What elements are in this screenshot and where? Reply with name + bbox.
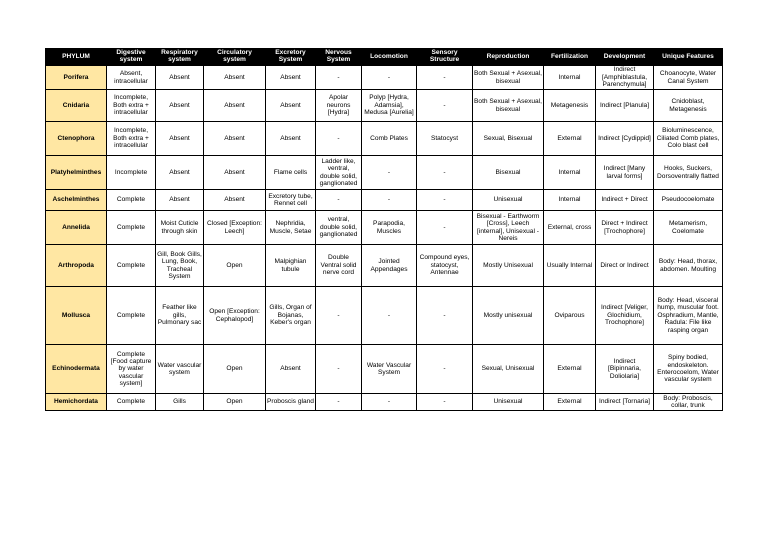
header-phylum: PHYLUM [46, 49, 107, 66]
cell-fertilization: Metagenesis [544, 90, 596, 122]
phylum-name: Platyhelminthes [46, 156, 107, 190]
cell-development: Indirect [Cydippid] [596, 122, 654, 156]
table-body [46, 66, 723, 411]
cell-digestive: Absent, intracellular [107, 66, 156, 90]
phylum-name: Aschelminthes [46, 190, 107, 211]
cell-respiratory: Feather like gills, Pulmonary sac [156, 287, 204, 345]
cell-unique-features: Body: Head, visceral hump, muscular foot. Osphradium, Mantle, Radula: File like rasping organ [654, 287, 723, 345]
cell-fertilization: External, cross [544, 211, 596, 245]
table-row [46, 345, 723, 394]
cell-sensory: - [417, 394, 473, 411]
cell-digestive: Complete [107, 287, 156, 345]
phylum-name: Annelida [46, 211, 107, 245]
cell-digestive: Complete [107, 245, 156, 287]
header-nervous: Nervous System [316, 49, 362, 66]
cell-respiratory: Water vascular system [156, 345, 204, 394]
cell-circulatory: Open [204, 345, 266, 394]
cell-excretory: Malpighian tubule [266, 245, 316, 287]
cell-respiratory: Moist Cuticle through skin [156, 211, 204, 245]
header-fertilization: Fertilization [544, 49, 596, 66]
cell-development: Direct + Indirect [Trochophore] [596, 211, 654, 245]
cell-locomotion: Jointed Appendages [362, 245, 417, 287]
cell-fertilization: Internal [544, 66, 596, 90]
cell-respiratory: Absent [156, 190, 204, 211]
cell-fertilization: External [544, 345, 596, 394]
header-excretory: Excretory System [266, 49, 316, 66]
cell-nervous: - [316, 287, 362, 345]
phylum-name: Mollusca [46, 287, 107, 345]
cell-excretory: Gills, Organ of Bojanas, Keber's organ [266, 287, 316, 345]
cell-nervous: - [316, 190, 362, 211]
cell-reproduction: Bisexual [473, 156, 544, 190]
cell-fertilization: Oviparous [544, 287, 596, 345]
table-row [46, 190, 723, 211]
cell-respiratory: Absent [156, 66, 204, 90]
cell-unique-features: Bioluminescence, Ciliated Comb plates, Colo blast cell [654, 122, 723, 156]
cell-excretory: Flame cells [266, 156, 316, 190]
cell-circulatory: Open [204, 245, 266, 287]
cell-circulatory: Closed [Exception: Leech] [204, 211, 266, 245]
cell-digestive: Complete [107, 394, 156, 411]
cell-respiratory: Absent [156, 156, 204, 190]
table-row [46, 122, 723, 156]
cell-development: Indirect [Amphiblastula, Parenchymula] [596, 66, 654, 90]
cell-development: Indirect [Planula] [596, 90, 654, 122]
table-row [46, 66, 723, 90]
cell-development: Indirect [Bipinnaria, Doliolaria] [596, 345, 654, 394]
table-row [46, 394, 723, 411]
cell-unique-features: Pseudocoelomate [654, 190, 723, 211]
cell-unique-features: Cnidoblast, Metagenesis [654, 90, 723, 122]
cell-nervous: Apolar neurons [Hydra] [316, 90, 362, 122]
cell-unique-features: Metamerism, Coelomate [654, 211, 723, 245]
cell-unique-features: Body: Proboscis, collar, trunk [654, 394, 723, 411]
cell-locomotion: - [362, 66, 417, 90]
cell-fertilization: External [544, 394, 596, 411]
phylum-name: Echinodermata [46, 345, 107, 394]
header-development: Development [596, 49, 654, 66]
phylum-name: Ctenophora [46, 122, 107, 156]
cell-nervous: Ladder like, ventral, double solid, ganglionated [316, 156, 362, 190]
cell-fertilization: Internal [544, 156, 596, 190]
phylum-name: Porifera [46, 66, 107, 90]
cell-sensory: - [417, 66, 473, 90]
cell-sensory: - [417, 90, 473, 122]
cell-unique-features: Choanocyte, Water Canal System [654, 66, 723, 90]
cell-excretory: Absent [266, 66, 316, 90]
phylum-name: Cnidaria [46, 90, 107, 122]
cell-nervous: - [316, 345, 362, 394]
cell-circulatory: Absent [204, 190, 266, 211]
cell-digestive: Incomplete [107, 156, 156, 190]
cell-reproduction: Unisexual [473, 394, 544, 411]
cell-circulatory: Absent [204, 156, 266, 190]
cell-locomotion: Comb Plates [362, 122, 417, 156]
cell-circulatory: Absent [204, 66, 266, 90]
cell-unique-features: Body: Head, thorax, abdomen. Moulting [654, 245, 723, 287]
cell-sensory: - [417, 345, 473, 394]
table-row [46, 287, 723, 345]
cell-digestive: Complete [Food capture by water vascular system] [107, 345, 156, 394]
cell-sensory: - [417, 211, 473, 245]
cell-locomotion: - [362, 156, 417, 190]
cell-reproduction: Unisexual [473, 190, 544, 211]
cell-reproduction: Both Sexual + Asexual, bisexual [473, 66, 544, 90]
cell-nervous: - [316, 66, 362, 90]
cell-reproduction: Sexual, Bisexual [473, 122, 544, 156]
cell-reproduction: Mostly Unisexual [473, 245, 544, 287]
header-circulatory: Circulatory system [204, 49, 266, 66]
cell-digestive: Incomplete, Both extra + intracellular [107, 90, 156, 122]
cell-reproduction: Both Sexual + Asexual, bisexual [473, 90, 544, 122]
table-row [46, 245, 723, 287]
cell-development: Indirect [Veliger, Glochidium, Trochophore] [596, 287, 654, 345]
header-reproduction: Reproduction [473, 49, 544, 66]
phylum-name: Hemichordata [46, 394, 107, 411]
cell-respiratory: Gills [156, 394, 204, 411]
cell-sensory: - [417, 156, 473, 190]
cell-respiratory: Absent [156, 90, 204, 122]
cell-fertilization: External [544, 122, 596, 156]
phylum-comparison-table [45, 48, 723, 411]
phylum-name: Arthropoda [46, 245, 107, 287]
cell-sensory: Statocyst [417, 122, 473, 156]
cell-nervous: - [316, 394, 362, 411]
cell-sensory: Compound eyes, statocyst, Antennae [417, 245, 473, 287]
cell-circulatory: Open [Exception: Cephalopod] [204, 287, 266, 345]
table-row [46, 211, 723, 245]
cell-sensory: - [417, 287, 473, 345]
header-sensory: Sensory Structure [417, 49, 473, 66]
cell-locomotion: Parapodia, Muscles [362, 211, 417, 245]
cell-digestive: Incomplete, Both extra + intracellular [107, 122, 156, 156]
cell-excretory: Absent [266, 90, 316, 122]
cell-circulatory: Absent [204, 90, 266, 122]
cell-reproduction: Sexual, Unisexual [473, 345, 544, 394]
cell-development: Indirect + Direct [596, 190, 654, 211]
cell-development: Indirect [Many larval forms] [596, 156, 654, 190]
cell-locomotion: - [362, 190, 417, 211]
cell-nervous: ventral, double solid, ganglionated [316, 211, 362, 245]
header-locomotion: Locomotion [362, 49, 417, 66]
header-respiratory: Respiratory system [156, 49, 204, 66]
cell-nervous: - [316, 122, 362, 156]
cell-locomotion: - [362, 394, 417, 411]
cell-excretory: Proboscis gland [266, 394, 316, 411]
cell-fertilization: Usually Internal [544, 245, 596, 287]
header-digestive: Digestive system [107, 49, 156, 66]
cell-locomotion: Water Vascular System [362, 345, 417, 394]
cell-digestive: Complete [107, 211, 156, 245]
header-unique-features: Unique Features [654, 49, 723, 66]
cell-digestive: Complete [107, 190, 156, 211]
cell-sensory: - [417, 190, 473, 211]
cell-locomotion: Polyp [Hydra, Adamsia], Medusa [Aurelia] [362, 90, 417, 122]
cell-respiratory: Gill, Book Gills, Lung, Book, Tracheal System [156, 245, 204, 287]
cell-unique-features: Hooks, Suckers, Dorsoventrally flatted [654, 156, 723, 190]
cell-fertilization: Internal [544, 190, 596, 211]
cell-excretory: Nephridia, Muscle, Setae [266, 211, 316, 245]
cell-development: Indirect [Tornaria] [596, 394, 654, 411]
cell-circulatory: Absent [204, 122, 266, 156]
cell-nervous: Double Ventral solid nerve cord [316, 245, 362, 287]
cell-reproduction: Mostly unisexual [473, 287, 544, 345]
cell-excretory: Excretory tube, Rennet cell [266, 190, 316, 211]
header-row [46, 49, 723, 66]
cell-circulatory: Open [204, 394, 266, 411]
cell-excretory: Absent [266, 122, 316, 156]
cell-respiratory: Absent [156, 122, 204, 156]
table-row [46, 90, 723, 122]
cell-unique-features: Spiny bodied, endoskeleton. Enterocoelom, Water vascular system [654, 345, 723, 394]
cell-development: Direct or Indirect [596, 245, 654, 287]
cell-locomotion: - [362, 287, 417, 345]
cell-reproduction: Bisexual - Earthworm [Cross], Leech [internal], Unisexual - Nereis [473, 211, 544, 245]
table-row [46, 156, 723, 190]
cell-excretory: Absent [266, 345, 316, 394]
